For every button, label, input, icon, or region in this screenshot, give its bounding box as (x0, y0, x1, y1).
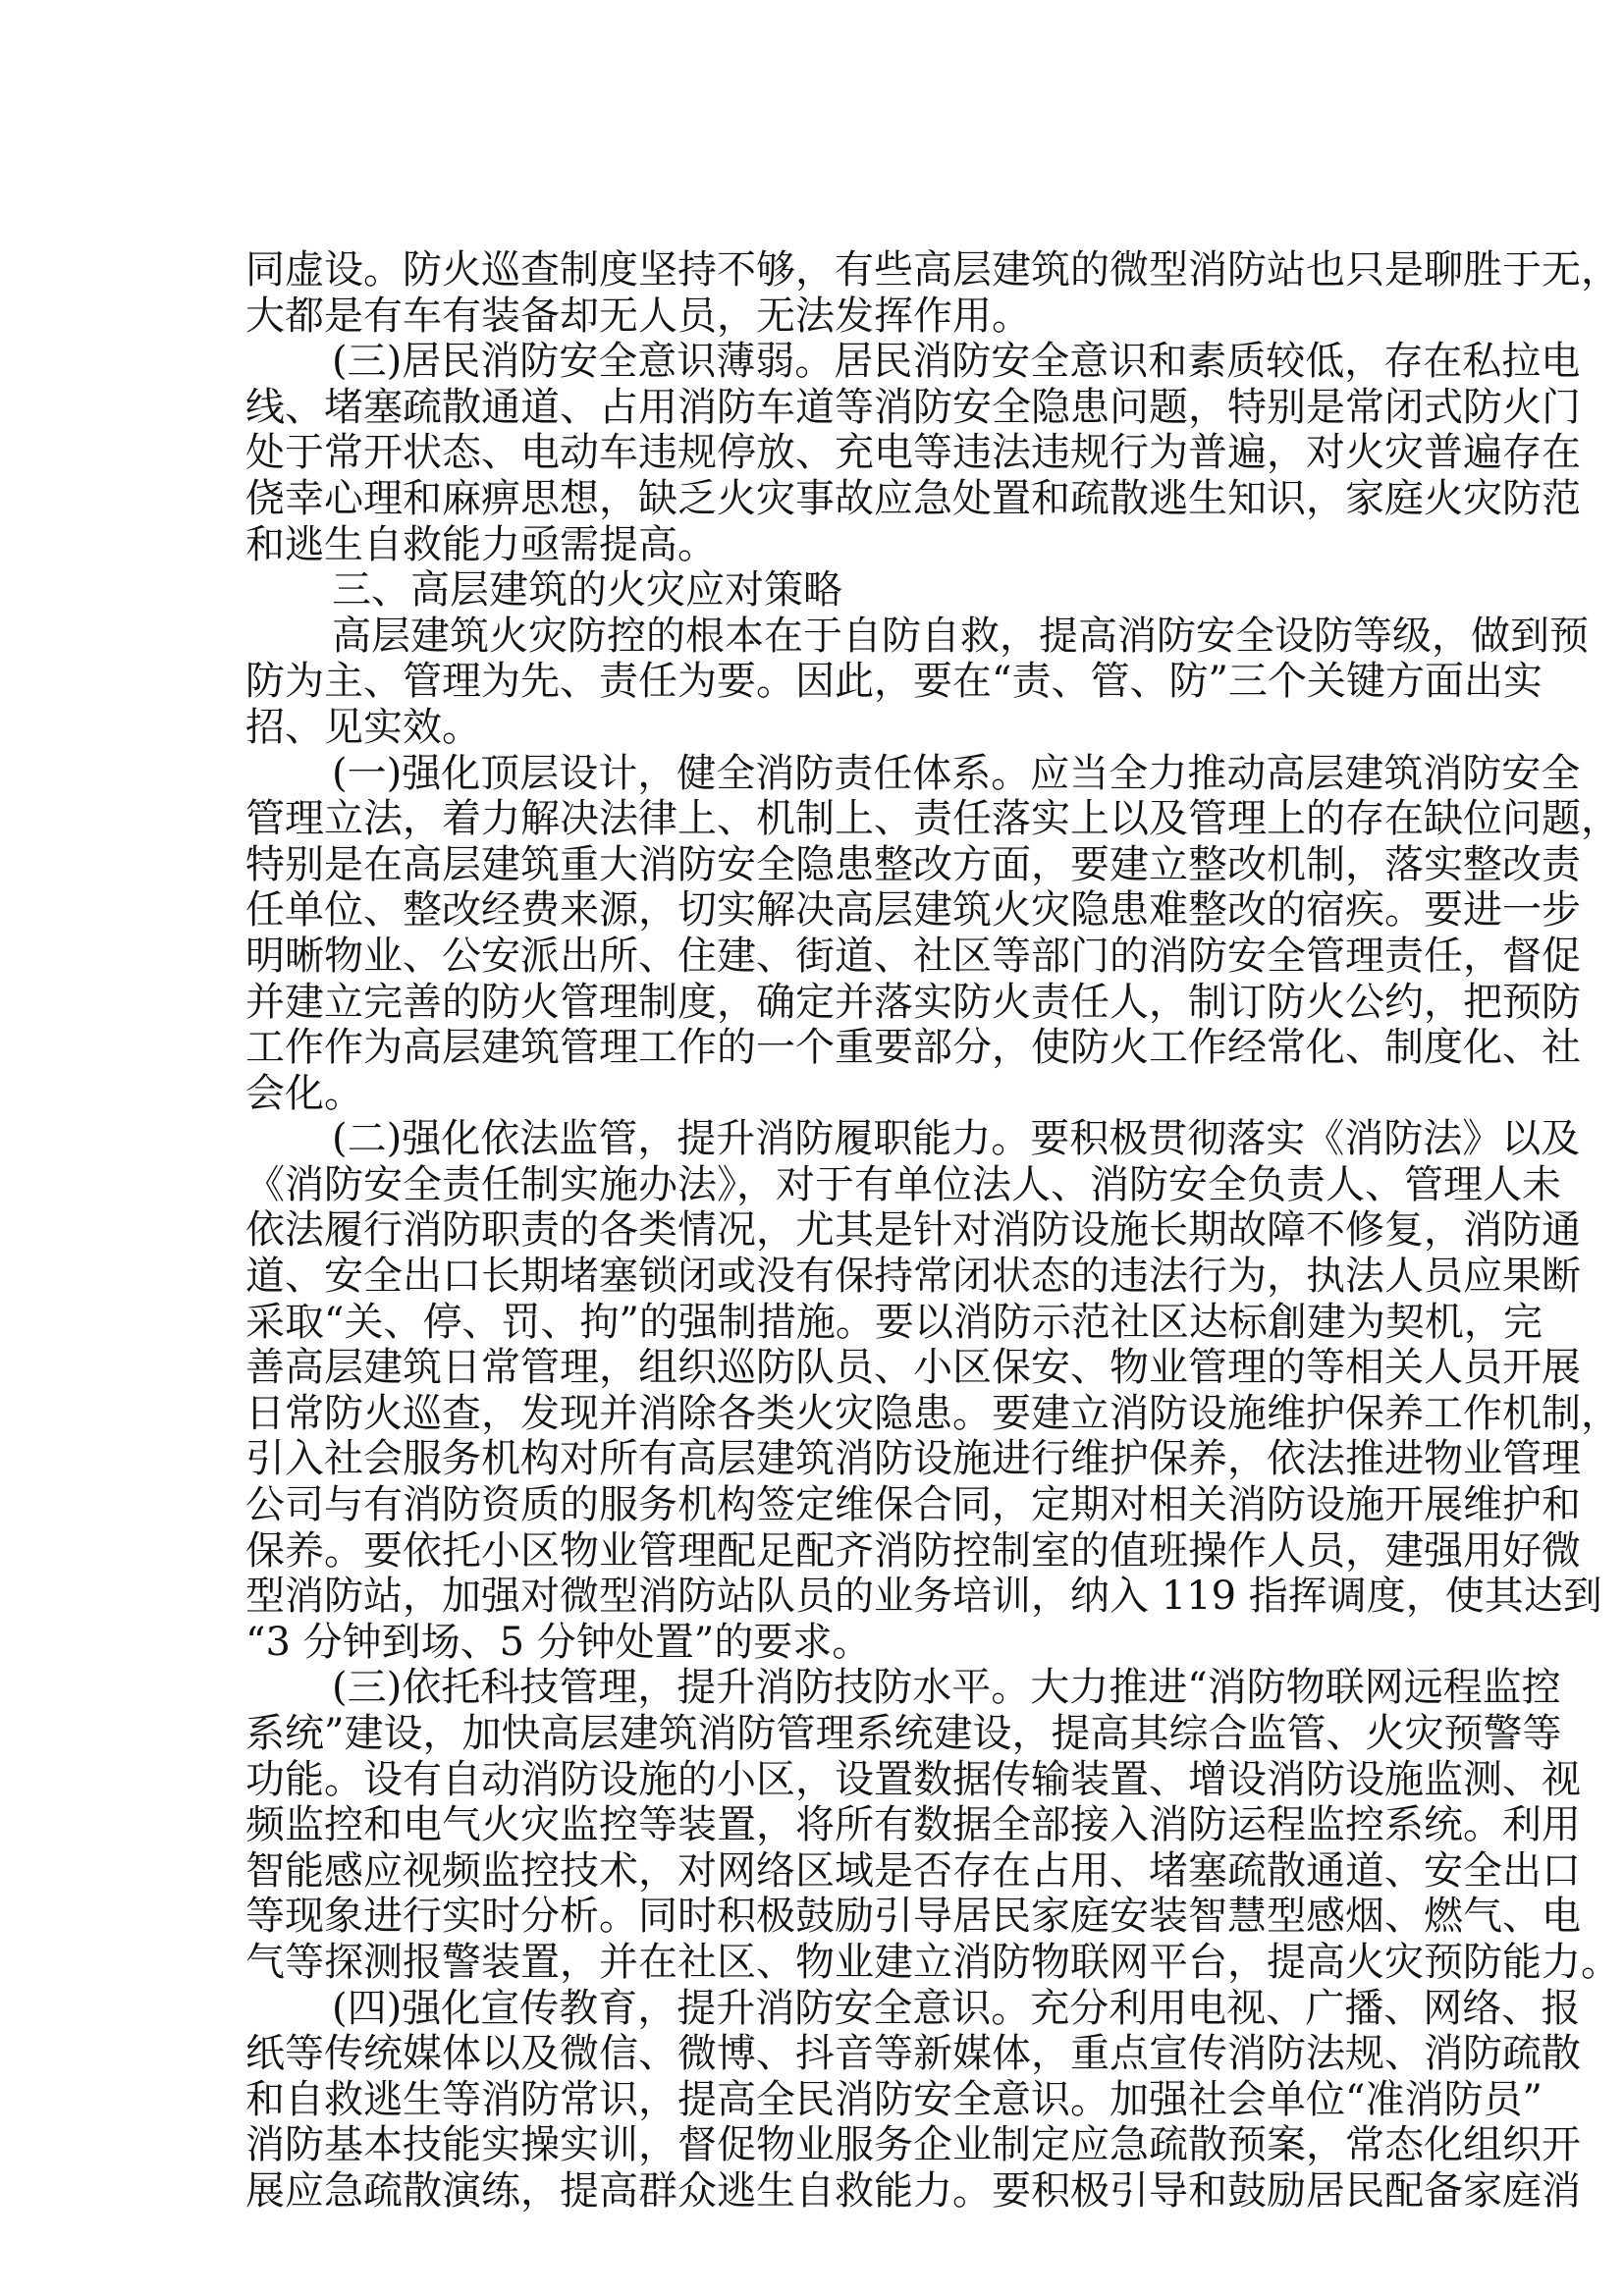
text-line: “3 分钟到场、5 分钟处置”的要求。 (245, 1619, 872, 1665)
text-line: 明晰物业、公安派出所、住建、街道、社区等部门的消防安全管理责任，督促 (245, 933, 1581, 979)
text-line: 防为主、管理为先、责任为要。因此，要在“责、管、防”三个关键方面出实 (245, 659, 1543, 705)
text-line: 特别是在高层建筑重大消防安全隐患整改方面，要建立整改机制，落实整改责 (245, 841, 1581, 887)
text-line: (三)居民消防安全意识薄弱。居民消防安全意识和素质较低，存在私拉电 (332, 339, 1581, 385)
paragraph (245, 1665, 1620, 1985)
text-line: 采取“关、停、罚、拘”的强制措施。要以消防示范社区达标創建为契机，完 (245, 1299, 1543, 1345)
text-line: (一)强化顶层设计，健全消防责任体系。应当全力推动高层建筑消防安全 (332, 750, 1581, 796)
paragraph (245, 750, 1620, 1117)
text-line: 消防基本技能实操实训，督促物业服务企业制定应急疏散预案，常态化组织开 (245, 2122, 1581, 2168)
paragraph (245, 1985, 1581, 2215)
text-line: 频监控和电气火灾监控等装置，将所有数据全部接入消防运程监控系统。利用 (245, 1802, 1581, 1848)
text-line: 管理立法，着力解决法律上、机制上、责任落实上以及管理上的存在缺位问题， (245, 796, 1620, 842)
text-line: 等现象进行实时分析。同时积极鼓励引导居民家庭安装智慧型感烟、燃气、电 (245, 1894, 1581, 1940)
text-line: 工作作为高层建筑管理工作的一个重要部分，使防火工作经常化、制度化、社 (245, 1025, 1581, 1071)
text-line: 依法履行消防职责的各类情况，尤其是针对消防设施长期故障不修复，消防通 (245, 1207, 1581, 1254)
paragraph (245, 339, 1581, 567)
text-line: 系统”建设，加快高层建筑消防管理系统建设，提高其综合监管、火灾预警等 (245, 1711, 1562, 1756)
text-line: (四)强化宣传教育，提升消防安全意识。充分利用电视、广播、网络、报 (332, 1985, 1581, 2031)
text-line: 《消防安全责任制实施办法》，对于有单位法人、消防安全负责人、管理人未 (245, 1161, 1561, 1207)
text-line: 三、高层建筑的火灾应对策略 (332, 567, 842, 614)
text-line: 大都是有车有装备却无人员，无法发挥作用。 (245, 293, 1031, 339)
text-line: 招、见实效。 (245, 704, 481, 750)
paragraph (245, 567, 1394, 614)
text-line: 气等探测报警装置，并在社区、物业建立消防物联网平台，提高火灾预防能力。 (245, 1939, 1620, 1985)
document-body (245, 247, 1620, 2215)
text-line: 任单位、整改经费来源，切实解决高层建筑火灾隐患难整改的宿疾。要进一步 (245, 887, 1581, 934)
text-line: 道、安全出口长期堵塞锁闭或没有保持常闭状态的违法行为，执法人员应果断 (245, 1254, 1581, 1300)
text-line: 和逃生自救能力亟需提高。 (245, 521, 717, 567)
text-line: 展应急疏散演练，提高群众逃生自救能力。要积极引导和鼓励居民配备家庭消 (245, 2167, 1581, 2214)
paragraph (245, 613, 1589, 751)
paragraph (245, 247, 1620, 339)
text-line: 会化。 (245, 1070, 363, 1116)
text-line: 高层建筑火灾防控的根本在于自防自救，提高消防安全设防等级，做到预 (332, 613, 1589, 659)
text-line: 日常防火巡查，发现并消除各类火灾隐患。要建立消防设施维护保养工作机制， (245, 1390, 1620, 1436)
text-line: 和自救逃生等消防常识，提高全民消防安全意识。加强社会单位“准消防员” (245, 2076, 1543, 2122)
text-line: 引入社会服务机构对所有高层建筑消防设施进行维护保养，依法推进物业管理 (245, 1436, 1581, 1482)
text-line: 善高层建筑日常管理，组织巡防队员、小区保安、物业管理的等相关人员开展 (245, 1345, 1581, 1391)
text-line: 功能。设有自动消防设施的小区，设置数据传输装置、增设消防设施监测、视 (245, 1756, 1581, 1802)
text-line: 智能感应视频监控技术，对网络区域是否存在占用、堵塞疏散通道、安全出口 (245, 1847, 1581, 1894)
text-line: 处于常开状态、电动车违规停放、充电等违法违规行为普遍，对火灾普遍存在 (245, 430, 1581, 476)
text-line: (二)强化依法监管，提升消防履职能力。要积极贯彻落实《消防法》以及 (332, 1116, 1581, 1162)
text-line: 公司与有消防资质的服务机构签定维保合同，定期对相关消防设施开展维护和 (245, 1482, 1581, 1528)
text-line: 保养。要依托小区物业管理配足配齐消防控制室的值班操作人员，建强用好微 (245, 1527, 1581, 1574)
text-line: 线、堵塞疏散通道、占用消防车道等消防安全隐患问题，特别是常闭式防火门 (245, 384, 1581, 430)
text-line: (三)依托科技管理，提升消防技防水平。大力推进“消防物联网远程监控 (332, 1665, 1561, 1711)
text-line: 纸等传统媒体以及微信、微博、抖音等新媒体，重点宣传消防法规、消防疏散 (245, 2031, 1581, 2077)
paragraph (245, 1116, 1620, 1665)
text-line: 同虚设。防火巡查制度坚持不够，有些高层建筑的微型消防站也只是聊胜于无， (245, 247, 1620, 293)
text-line: 型消防站，加强对微型消防站队员的业务培训，纳入 119 指挥调度，使其达到 (245, 1574, 1602, 1620)
text-line: 侥幸心理和麻痹思想，缺乏火灾事故应急处置和疏散逃生知识，家庭火灾防范 (245, 475, 1581, 521)
text-line: 并建立完善的防火管理制度，确定并落实防火责任人，制订防火公约，把预防 (245, 979, 1581, 1025)
